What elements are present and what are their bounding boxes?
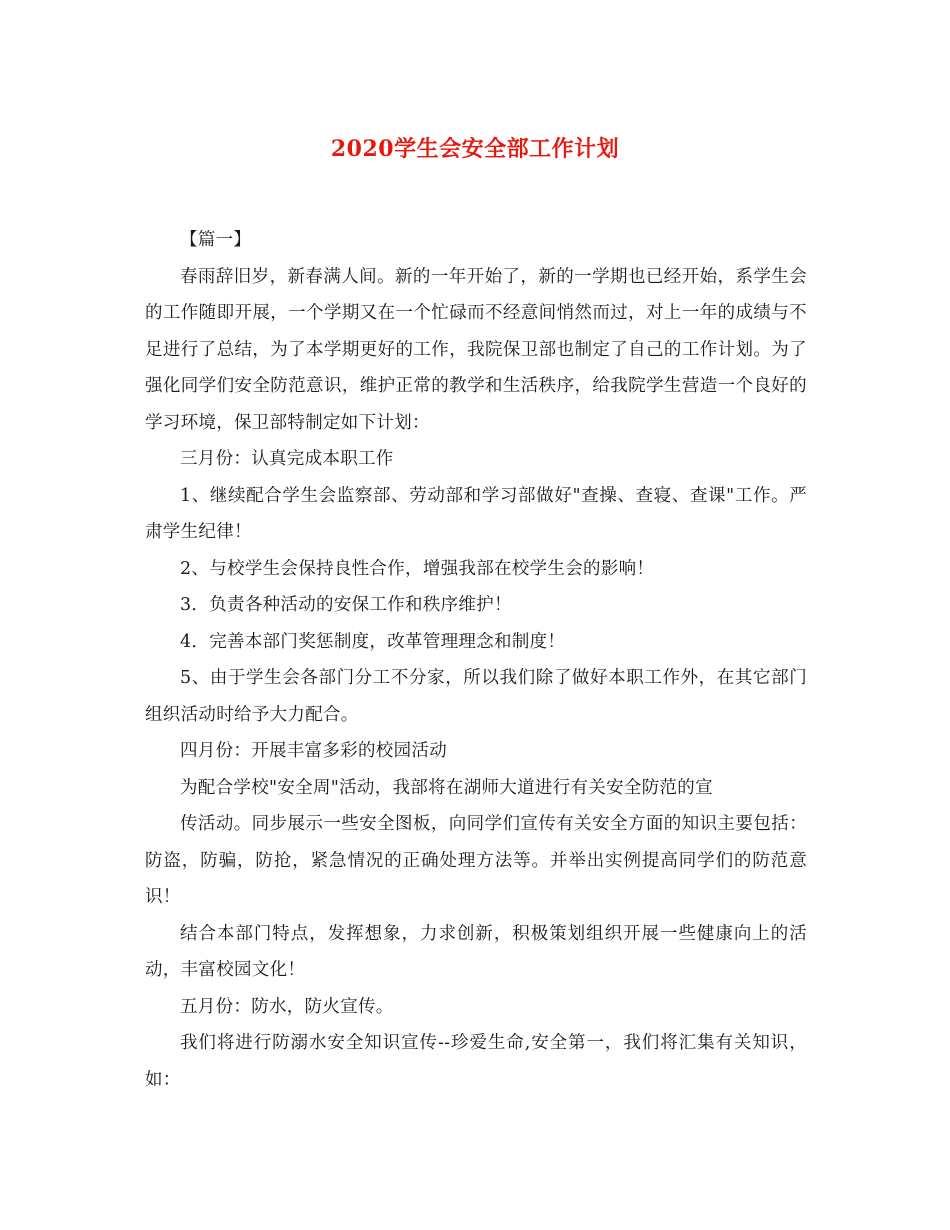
month-heading-march: 三月份：认真完成本职工作 xyxy=(180,449,394,469)
list-item: 5、由于学生会各部门分工不分家，所以我们除了做好本职工作外，在其它部门组织活动时给予大力配合。 xyxy=(145,668,807,725)
body-paragraph: 我们将进行防溺水安全知识宣传--珍爱生命,安全第一，我们将汇集有关知识，如： xyxy=(145,1033,807,1090)
section-heading: 【篇一】 xyxy=(180,230,252,250)
document-body xyxy=(145,222,807,1098)
body-paragraph: 传活动。同步展示一些安全图板，向同学们宣传有关安全方面的知识主要包括：防盗，防骗，防抢，紧急情况的正确处理方法等。并举出实例提高同学们的防范意识！ xyxy=(145,814,807,907)
body-paragraph: 结合本部门特点，发挥想象，力求创新，积极策划组织开展一些健康向上的活动，丰富校园文化！ xyxy=(145,923,807,980)
month-heading-may: 五月份：防水，防火宣传。 xyxy=(180,996,394,1017)
list-item: 2、与校学生会保持良性合作，增强我部在校学生会的影响！ xyxy=(180,558,655,579)
list-item: 3．负责各种活动的安保工作和秩序维护！ xyxy=(180,595,512,615)
document-title: 2020学生会安全部工作计划 xyxy=(330,136,620,162)
intro-paragraph: 春雨辞旧岁，新春满人间。新的一年开始了，新的一学期也已经开始，系学生会的工作随即开展，一个学期又在一个忙碌而不经意间悄然而过，对上一年的成绩与不足进行了总结，为了本学期更好的工作，我院保卫部也制定了自己的工作计划。为了强化同学们安全防范意识，维护正常的教学和生活秩序，给我院学生营造一个良好的学习环境，保卫部特制定如下计划： xyxy=(145,266,807,433)
body-paragraph: 为配合学校"安全周"活动，我部将在湖师大道进行有关安全防范的宣 xyxy=(180,777,713,798)
list-item: 1、继续配合学生会监察部、劳动部和学习部做好"查操、查寝、查课"工作。严肃学生纪律！ xyxy=(145,485,807,542)
list-item: 4．完善本部门奖惩制度，改革管理理念和制度！ xyxy=(180,631,566,652)
month-heading-april: 四月份：开展丰富多彩的校园活动 xyxy=(180,741,447,761)
